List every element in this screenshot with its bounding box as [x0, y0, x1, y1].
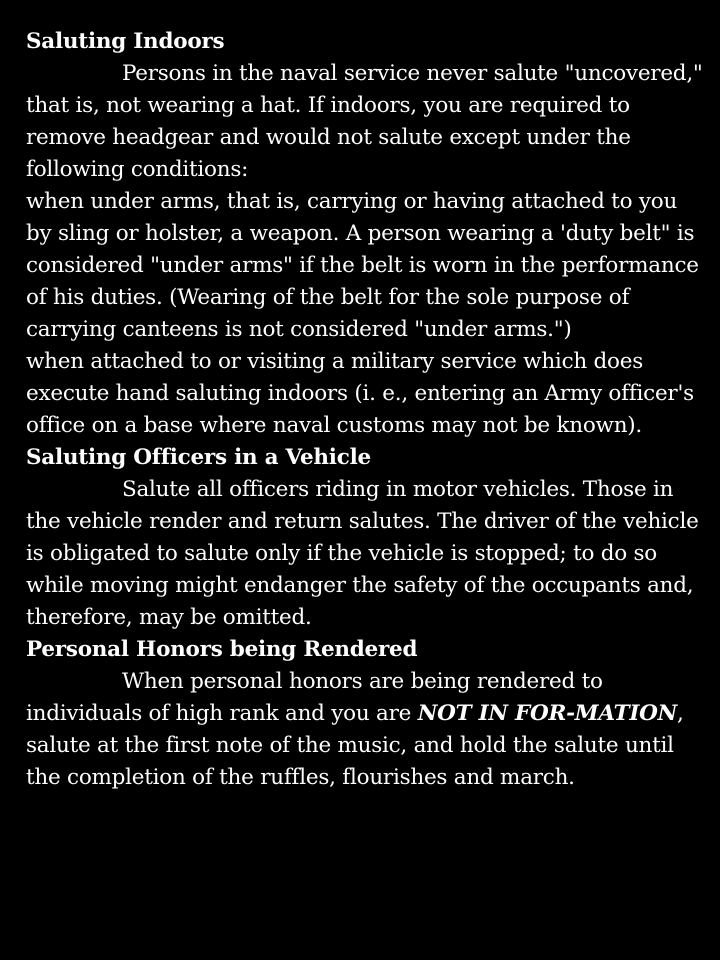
paragraph-personal-honors [26, 666, 706, 794]
section-heading-officers-vehicle: Saluting Officers in a Vehicle [26, 445, 371, 470]
document-page [26, 26, 706, 794]
honors-text-before: When personal honors are being rendered to individuals of high rank and you are [26, 669, 603, 726]
section-heading-saluting-indoors: Saluting Indoors [26, 29, 225, 54]
honors-emphasis: NOT IN FOR-MATION [417, 701, 678, 726]
paragraph-indoors-intro: Persons in the naval service never salute "uncovered," that is, not wearing a hat. If indoors, you are required to remove headgear and would not salute except under the following conditions: [26, 61, 703, 182]
paragraph-visiting-service: when attached to or visiting a military service which does execute hand saluting indoors (i. e., entering an Army officer's office on a base where naval customs may not be known). [26, 349, 694, 438]
paragraph-vehicle: Salute all officers riding in motor vehicles. Those in the vehicle render and return salutes. The driver of the vehicle is obligated to salute only if the vehicle is stopped; to do so while moving might endanger the safety of the occupants and, therefore, may be omitted. [26, 477, 699, 630]
honors-text-after: , salute at the first note of the music, and hold the salute until the completion of the ruffles, flourishes and march. [26, 701, 684, 790]
paragraph-under-arms: when under arms, that is, carrying or having attached to you by sling or holster, a weapon. A person wearing a 'duty belt" is considered "under arms" if the belt is worn in the performance of his duties. (Wearing of the belt for the sole purpose of carrying canteens is not considered "under arms.") [26, 189, 699, 342]
section-heading-personal-honors: Personal Honors being Rendered [26, 637, 418, 662]
